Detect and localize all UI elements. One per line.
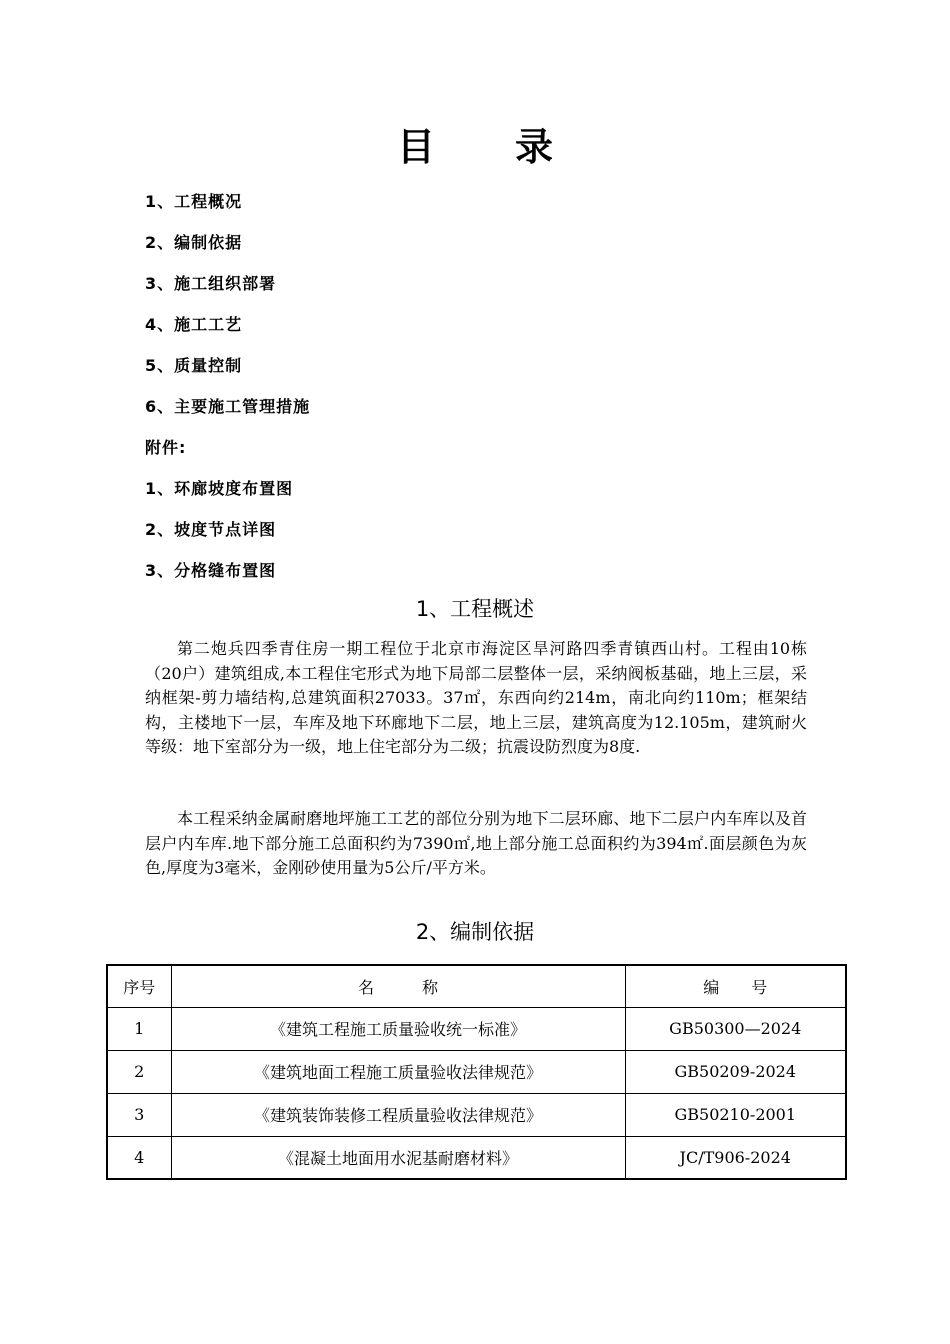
toc-item-basis: 2、编制依据 [145,233,243,252]
toc-title [0,122,950,172]
basis-table [106,964,847,1180]
row-code: GB50209-2024 [625,1050,846,1093]
toc-title-right: 录 [515,125,554,169]
row-name: 《混凝土地面用水泥基耐磨材料》 [171,1136,625,1179]
row-index: 1 [107,1007,171,1050]
row-name: 《建筑地面工程施工质量验收法律规范》 [171,1050,625,1093]
table-row [107,1050,846,1093]
row-code: JC/T906-2024 [625,1136,846,1179]
row-code: GB50210-2001 [625,1093,846,1136]
toc-item-quality: 5、质量控制 [145,356,243,375]
table-header-row [107,965,846,1007]
toc-item-process: 4、施工工艺 [145,315,243,334]
row-index: 3 [107,1093,171,1136]
header-code: 编 号 [625,965,846,1007]
row-name: 《建筑工程施工质量验收统一标准》 [171,1007,625,1050]
row-index: 4 [107,1136,171,1179]
table-row [107,1093,846,1136]
toc-item-measures: 6、主要施工管理措施 [145,397,311,416]
toc-attachments-label: 附件: [145,438,187,457]
toc-title-left: 目 [396,125,435,169]
row-name: 《建筑装饰装修工程质量验收法律规范》 [171,1093,625,1136]
table-row [107,1136,846,1179]
table-row [107,1007,846,1050]
header-name: 名 称 [171,965,625,1007]
toc-attachment-joint-layout: 3、分格缝布置图 [145,561,277,580]
toc-attachment-slope-detail: 2、坡度节点详图 [145,520,277,539]
row-code: GB50300—2024 [625,1007,846,1050]
section1-paragraph-1: 第二炮兵四季青住房一期工程位于北京市海淀区旱河路四季青镇西山村。工程由10栋（20户）建筑组成,本工程住宅形式为地下局部二层整体一层，采纳阀板基础，地上三层，采纳框架-剪力墙结构,总建筑面积27033。37㎡，东西向约214m，南北向约110m；框架结构，主楼地下一层，车库及地下环廊地下二层，地上三层，建筑高度为12.105m，建筑耐火等级：地下室部分为一级，地上住宅部分为二级；抗震设防烈度为8度. [145,639,807,756]
section2-heading: 2、编制依据 [415,920,535,944]
toc-attachment-slope-layout: 1、环廊坡度布置图 [145,479,294,498]
section1-heading: 1、工程概述 [415,597,535,621]
header-index: 序号 [107,965,171,1007]
toc-item-overview: 1、工程概况 [145,192,243,211]
table-of-contents [145,188,310,598]
toc-item-deployment: 3、施工组织部署 [145,274,277,293]
row-index: 2 [107,1050,171,1093]
section1-paragraph-2: 本工程采纳金属耐磨地坪施工工艺的部位分别为地下二层环廊、地下二层户内车库以及首层户内车库.地下部分施工总面积约为7390㎡,地上部分施工总面积约为394㎡.面层颜色为灰色,厚度为3毫米，金刚砂使用量为5公斤/平方米。 [145,809,807,877]
